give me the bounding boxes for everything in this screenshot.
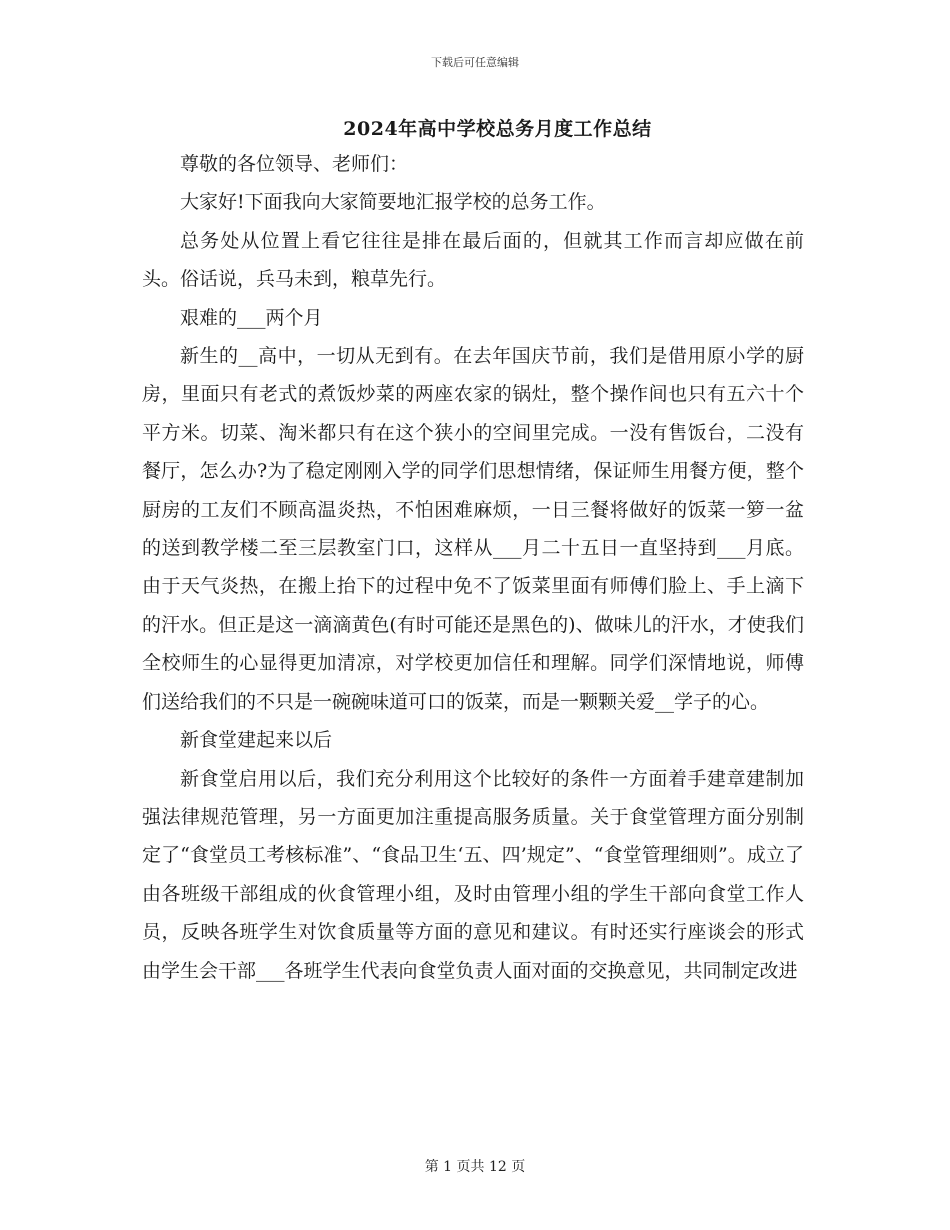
section-heading-new-canteen: 新食堂建起来以后 [180, 729, 333, 752]
document-body [142, 145, 804, 990]
paragraph-hard-months: 新生的__高中，一切从无到有。在去年国庆节前，我们是借用原小学的厨房，里面只有老式的煮饭炒菜的两座农家的锅灶，整个操作间也只有五六十个平方米。切菜、淘米都只有在这个狭小的空间里完成。一没有售饭台，二没有餐厅，怎么办?为了稳定刚刚入学的同学们思想情绪，保证师生用餐方便，整个厨房的工友们不顾高温炎热，不怕困难麻烦，一日三餐将做好的饭菜一箩一盆的送到教学楼二至三层教室门口，这样从___月二十五日一直坚持到___月底。由于天气炎热，在搬上抬下的过程中免不了饭菜里面有师傅们脸上、手上滴下的汗水。但正是这一滴滴黄色(有时可能还是黑色的)、做味儿的汗水，才使我们全校师生的心显得更加清凉，对学校更加信任和理解。同学们深情地说，师傅们送给我们的不只是一碗碗味道可口的饭菜，而是一颗颗关爱__学子的心。 [142, 345, 804, 713]
page-indicator: 第 1 页共 12 页 [424, 1159, 526, 1175]
paragraph-greeting: 大家好!下面我向大家简要地汇报学校的总务工作。 [180, 191, 606, 214]
section-heading-hard-months: 艰难的___两个月 [180, 306, 323, 329]
header-note: 下载后可任意编辑 [431, 56, 519, 69]
paragraph-salutation: 尊敬的各位领导、老师们： [180, 153, 409, 175]
paragraph-intro: 总务处从位置上看它往往是排在最后面的，但就其工作而言却应做在前头。俗话说，兵马未到，粮草先行。 [142, 229, 804, 291]
paragraph-new-canteen: 新食堂启用以后，我们充分利用这个比较好的条件一方面着手建章建制加强法律规范管理，另一方面更加注重提高服务质量。关于食堂管理方面分别制定了“食堂员工考核标准”、“食品卫生‘五、四’规定”、“食堂管理细则”。成立了由各班级干部组成的伙食管理小组，及时由管理小组的学生干部向食堂工作人员，反映各班学生对饮食质量等方面的意见和建议。有时还实行座谈会的形式由学生会干部___各班学生代表向食堂负责人面对面的交换意见，共同制定改进 [142, 767, 804, 982]
document-title: 2024年高中学校总务月度工作总结 [343, 118, 652, 140]
